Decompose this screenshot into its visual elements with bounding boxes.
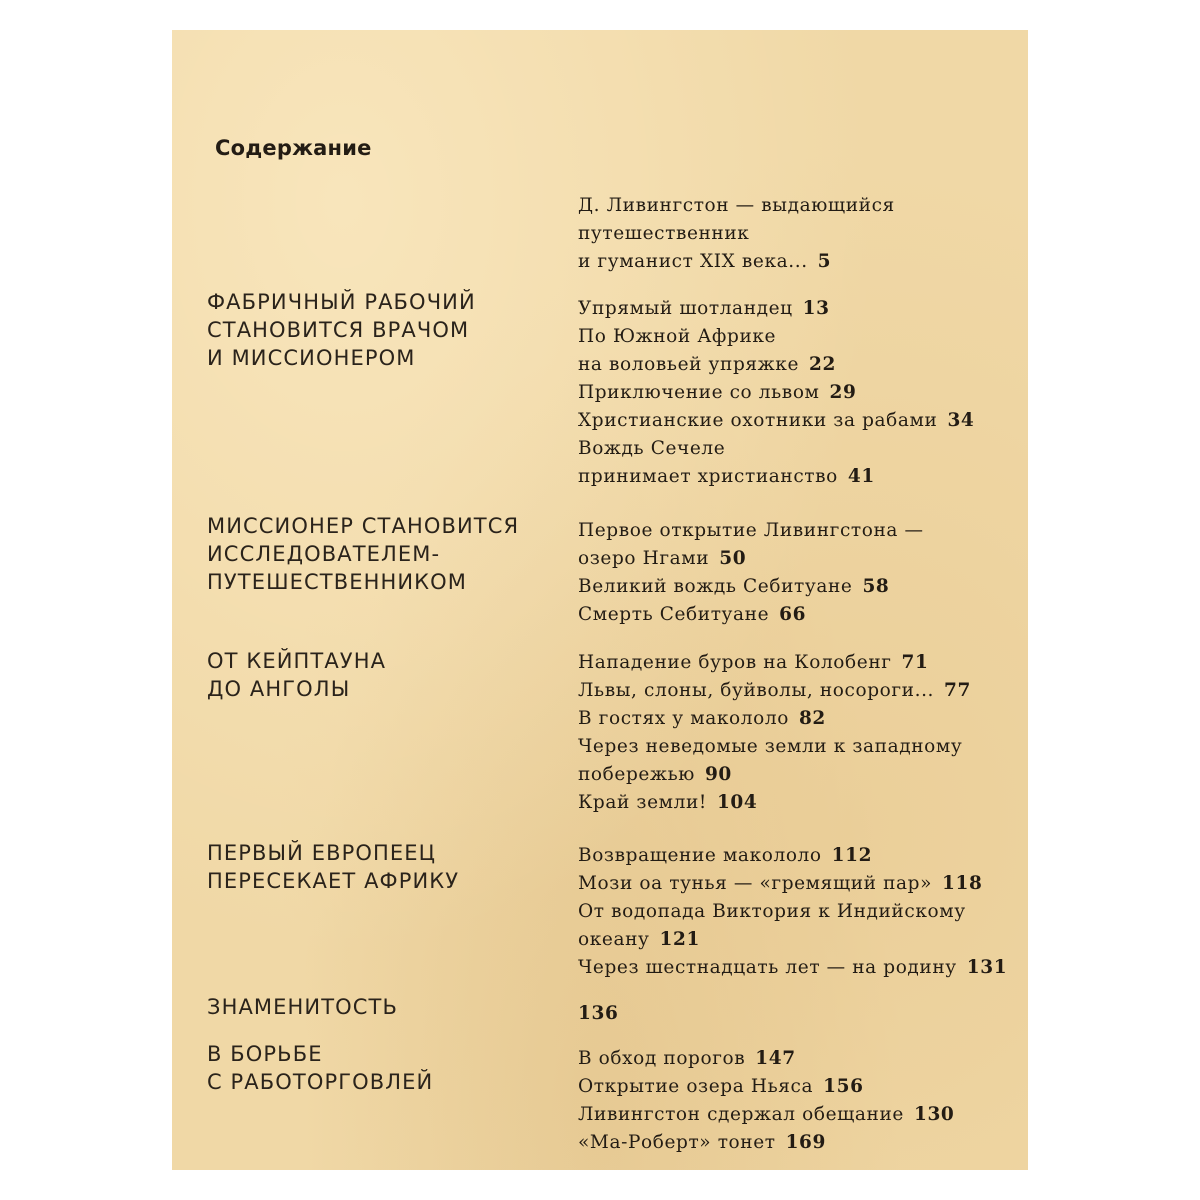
section-title-line: СТАНОВИТСЯ ВРАЧОМ — [207, 318, 470, 342]
page-number: 34 — [947, 410, 975, 431]
chapter-list — [578, 192, 895, 276]
chapter-title-text: Вождь Сечеле — [578, 438, 726, 459]
toc-line — [578, 1073, 954, 1101]
page-number: 29 — [829, 382, 857, 403]
section-title — [207, 839, 552, 895]
section-title-line: В БОРЬБЕ — [207, 1042, 323, 1066]
toc-line — [578, 407, 974, 435]
section-title-line: ОТ КЕЙПТАУНА — [207, 649, 387, 673]
toc-line — [578, 545, 924, 573]
chapter-list — [578, 517, 924, 629]
toc-line — [578, 761, 971, 789]
section-title-line: ПЕРВЫЙ ЕВРОПЕЕЦ — [207, 841, 437, 865]
page-number: 104 — [716, 792, 758, 813]
chapter-title-text: на воловьей упряжке — [578, 354, 799, 375]
section-title-line: МИССИОНЕР СТАНОВИТСЯ — [207, 514, 520, 538]
chapter-title-text: Д. Ливингстон — выдающийся — [578, 195, 895, 216]
toc-line — [578, 248, 895, 276]
page-number: 13 — [802, 298, 830, 319]
page-number: 118 — [942, 873, 983, 894]
section-title-line: И МИССИОНЕРОМ — [207, 346, 416, 370]
page-number: 5 — [817, 251, 832, 272]
section-title-line: ЗНАМЕНИТОСТЬ — [207, 995, 398, 1019]
toc-line — [578, 601, 924, 629]
toc-line — [578, 1000, 618, 1028]
page-number: 112 — [831, 845, 873, 866]
chapter-title-text: «Ма-Роберт» тонет — [578, 1132, 776, 1153]
page-number: 131 — [966, 957, 1008, 978]
page-number: 50 — [719, 548, 747, 569]
chapter-title-text: Приключение со львом — [578, 382, 820, 403]
chapter-list — [578, 649, 971, 817]
chapter-title-text: В гостях у макололо — [578, 708, 789, 729]
page-number: 169 — [785, 1132, 826, 1153]
chapter-title-text: принимает христианство — [578, 466, 838, 487]
chapter-title-text: Возвращение макололо — [578, 845, 822, 866]
toc-line — [578, 517, 924, 545]
toc-line — [578, 463, 974, 491]
section-title-line: ФАБРИЧНЫЙ РАБОЧИЙ — [207, 290, 476, 314]
chapter-title-text: Упрямый шотландец — [578, 298, 793, 319]
toc-line — [578, 649, 971, 677]
toc-line — [578, 192, 895, 220]
toc-line — [578, 1045, 954, 1073]
page-number: 130 — [913, 1104, 955, 1125]
toc-line — [578, 351, 974, 379]
chapter-title-text: Христианские охотники за рабами — [578, 410, 938, 431]
toc-line — [578, 954, 1007, 982]
chapter-title-text: океану — [578, 929, 650, 950]
toc-line — [578, 1129, 954, 1157]
page-number: 22 — [809, 354, 836, 375]
chapter-title-text: По Южной Африке — [578, 326, 777, 347]
chapter-title-text: В обход порогов — [578, 1048, 746, 1069]
section-title-line: ДО АНГОЛЫ — [207, 677, 351, 701]
chapter-title-text: Смерть Себитуане — [578, 604, 770, 625]
chapter-title-text: Открытие озера Ньяса — [578, 1076, 814, 1097]
chapter-title-text: Мози оа тунья — «гремящий пар» — [578, 873, 933, 894]
section-title — [207, 993, 552, 1021]
toc-line — [578, 435, 974, 463]
toc-line — [578, 220, 895, 248]
chapter-list — [578, 1045, 954, 1157]
toc-line — [578, 295, 974, 323]
toc-line — [578, 705, 971, 733]
page-number: 77 — [944, 680, 971, 701]
page-number: 66 — [779, 604, 807, 625]
page-number: 147 — [755, 1048, 796, 1069]
chapter-title-text: Ливингстон сдержал обещание — [578, 1104, 904, 1125]
section-title-line: ИССЛЕДОВАТЕЛЕМ- — [207, 542, 441, 566]
chapter-title-text: Великий вождь Себитуане — [578, 576, 853, 597]
toc-line — [578, 898, 1007, 926]
chapter-title-text: путешественник — [578, 223, 750, 244]
section-title-line: ПЕРЕСЕКАЕТ АФРИКУ — [207, 869, 460, 893]
page-number: 82 — [798, 708, 826, 729]
page-number: 71 — [901, 652, 929, 673]
toc-line — [578, 573, 924, 601]
section-title — [207, 288, 552, 372]
section-title — [207, 647, 552, 703]
chapter-title-text: Через шестнадцать лет — на родину — [578, 957, 957, 978]
chapter-title-text: и гуманист XIX века... — [578, 251, 808, 272]
chapter-title-text: Край земли! — [578, 792, 707, 813]
toc-line — [578, 323, 974, 351]
page-number: 58 — [862, 576, 890, 597]
toc-line — [578, 677, 971, 705]
chapter-title-text: Первое открытие Ливингстона — — [578, 520, 924, 541]
chapter-title-text: озеро Нгами — [578, 548, 710, 569]
book-page — [172, 30, 1028, 1170]
chapter-title-text: Через неведомые земли к западному — [578, 736, 963, 757]
toc-line — [578, 870, 1007, 898]
chapter-list — [578, 295, 974, 491]
chapter-title-text: Нападение буров на Колобенг — [578, 652, 892, 673]
section-title-line: ПУТЕШЕСТВЕННИКОМ — [207, 570, 468, 594]
chapter-title-text: Львы, слоны, буйволы, носороги... — [578, 680, 935, 701]
page-number: 136 — [578, 1003, 619, 1024]
chapter-title-text: побережью — [578, 764, 695, 785]
section-title — [207, 1040, 552, 1096]
toc-line — [578, 842, 1007, 870]
toc-line — [578, 789, 971, 817]
chapter-title-text: От водопада Виктория к Индийскому — [578, 901, 966, 922]
section-title-line: С РАБОТОРГОВЛЕЙ — [207, 1070, 434, 1094]
toc-line — [578, 379, 974, 407]
section-title — [207, 512, 552, 596]
page-number: 41 — [847, 466, 875, 487]
contents-heading: Содержание — [215, 136, 372, 160]
toc-line — [578, 926, 1007, 954]
chapter-list — [578, 1000, 618, 1028]
chapter-list — [578, 842, 1007, 982]
page-number: 121 — [659, 929, 700, 950]
page-number: 90 — [704, 764, 732, 785]
page-number: 156 — [823, 1076, 864, 1097]
toc-line — [578, 1101, 954, 1129]
toc-line — [578, 733, 971, 761]
